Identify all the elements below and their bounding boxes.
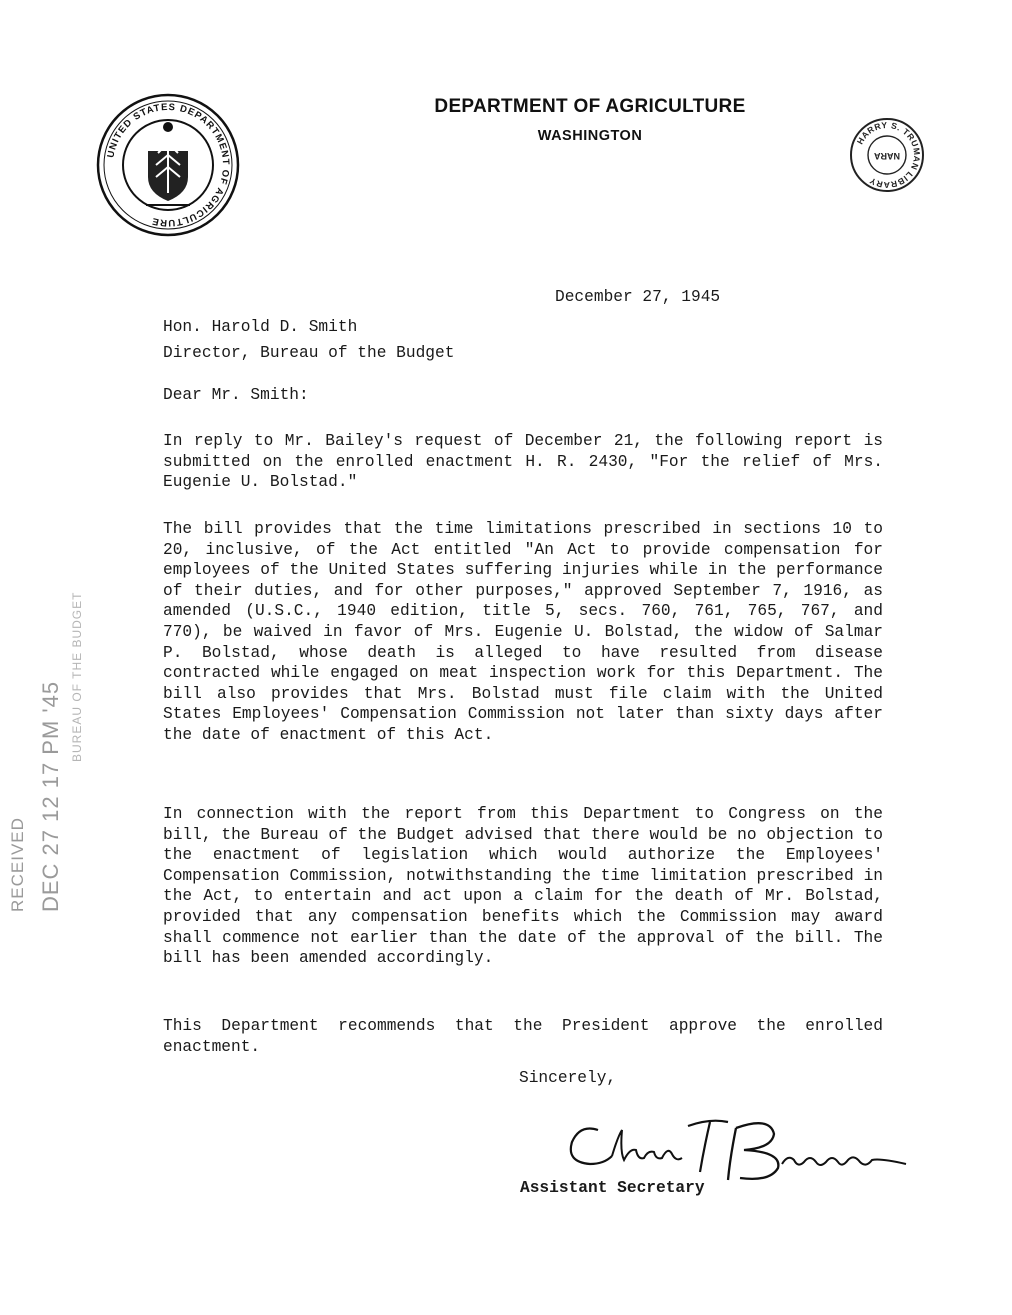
usda-seal-icon bbox=[96, 93, 240, 237]
recipient-title: Director, Bureau of the Budget bbox=[163, 344, 455, 362]
signer-title: Assistant Secretary bbox=[520, 1179, 705, 1197]
body-paragraph: In reply to Mr. Bailey's request of December 21, the following report is submitted on the enrolled enactment H. R. 2430, "For the relief of Mrs. Eugenie U. Bolstad." bbox=[163, 432, 883, 492]
received-label: RECEIVED bbox=[8, 817, 27, 912]
salutation: Dear Mr. Smith: bbox=[163, 386, 309, 404]
library-stamp-center: NARA bbox=[874, 151, 900, 161]
body-paragraph: The bill provides that the time limitations prescribed in sections 10 to 20, inclusive, of the Act entitled "An Act to provide compensation for employees of the United States suffering injuries while in the performance of their duties, and for other purposes," approved September 7, 1916, as amended (U.S.C., 1940 edition, title 5, secs. 760, 761, 765, 767, and 770), be waived in favor of Mrs. Eugenie U. Bolstad, the widow of Salmar P. Bolstad, whose death is alleged to have resulted from disease contracted while engaged on meat inspection work for this Department. The bill also provides that Mrs. Bolstad must file claim with the United States Employees' Compensation Commission not later than sixty days after the date of enactment of this Act. bbox=[163, 520, 883, 744]
received-stamp bbox=[8, 591, 84, 912]
letter-date: December 27, 1945 bbox=[555, 288, 721, 306]
department-city: WASHINGTON bbox=[537, 128, 643, 144]
recipient-name: Hon. Harold D. Smith bbox=[163, 318, 358, 336]
body-paragraph: This Department recommends that the President approve the enrolled enactment. bbox=[163, 1017, 883, 1056]
received-office: BUREAU OF THE BUDGET bbox=[70, 591, 84, 762]
library-stamp-icon bbox=[848, 116, 926, 194]
department-name: DEPARTMENT OF AGRICULTURE bbox=[434, 96, 746, 117]
library-stamp-text: HARRY S. TRUMAN LIBRARY bbox=[854, 119, 923, 191]
closing: Sincerely, bbox=[519, 1069, 617, 1087]
received-datetime: DEC 27 12 17 PM '45 bbox=[38, 680, 63, 912]
body-paragraph: In connection with the report from this Department to Congress on the bill, the Bureau of the Budget advised that there would be no objection to the enactment of legislation which would authorize the Employees' Compensation Commission, notwithstanding the time limitation prescribed in the Act, to entertain and act upon a claim for the death of Mr. Bolstad, provided that any compensation benefits which the Commission may award shall commence not earlier than the date of the approval of the bill. The bill has been amended accordingly. bbox=[163, 805, 883, 968]
seal-text: UNITED STATES DEPARTMENT OF AGRICULTURE bbox=[105, 101, 232, 229]
